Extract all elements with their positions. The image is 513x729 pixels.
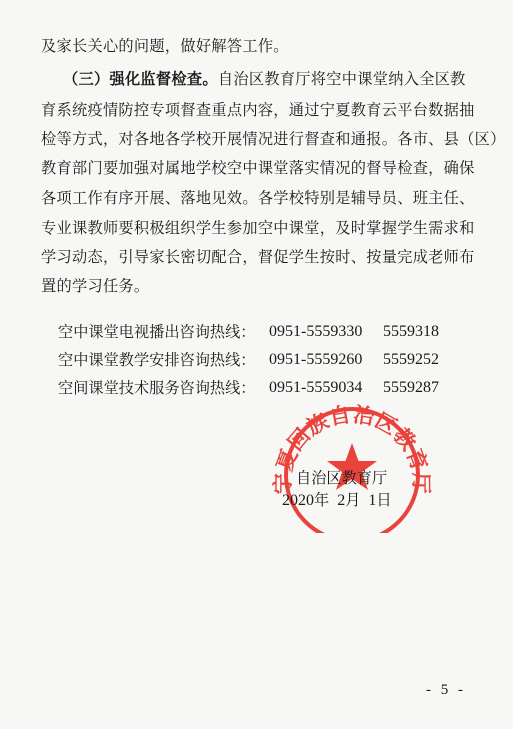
body-line-8: 学习动态，引导家长密切配合，督促学生按时、按量完成老师布 [41,248,475,266]
hotline-number: 0951-5559260 [269,351,363,368]
date-day-suffix: 日 [376,491,392,509]
date-month-suffix: 月 [345,491,361,509]
date-year-suffix: 年 [314,491,330,509]
hotline-label: 空中课堂教学安排咨询热线： [58,351,256,369]
body-line-7: 专业课教师要积极组织学生参加空中课堂，及时掌握学生需求和 [41,219,475,237]
body-line-3: 育系统疫情防控专项督查重点内容，通过宁夏教育云平台数据抽 [41,101,475,119]
body-line-5: 教育部门要加强对属地学校空中课堂落实情况的督导检查，确保 [41,159,475,177]
hotline-number: 0951-5559330 [269,323,363,340]
hotline-row-tech [58,378,439,398]
date-day: 1 [368,492,377,509]
date-year: 2020 [282,492,314,509]
body-line-1: 及家长关心的问题，做好解答工作。 [41,37,289,55]
body-line-6: 各项工作有序开展、落地见效。各学校特别是辅导员、班主任、 [41,189,475,207]
seal-text: 宁夏回族自治区教育厅 [270,402,434,495]
hotline-row-teaching [58,350,439,370]
date-month: 2 [337,492,346,509]
signature-date [282,490,392,511]
page-number: - 5 - [426,682,466,698]
hotline-label: 空中课堂电视播出咨询热线： [58,323,256,341]
body-line-4: 检等方式，对各地各学校开展情况进行督查和通报。各市、县（区） [41,130,506,148]
hotline-row-tv [58,322,439,342]
section-heading: （三）强化监督检查。 [63,70,218,88]
hotline-number: 0951-5559034 [269,379,363,396]
body-line-2-text: 自治区教育厅将空中课堂纳入全区教 [217,70,466,88]
body-line-2 [63,69,513,89]
hotline-number-alt: 5559287 [383,379,439,396]
hotline-label: 空间课堂技术服务咨询热线： [58,379,256,397]
hotline-number-alt: 5559318 [383,323,439,340]
hotline-number-alt: 5559252 [383,351,439,368]
body-line-9: 置的学习任务。 [41,277,150,295]
signature-org: 自治区教育厅 [296,469,388,487]
